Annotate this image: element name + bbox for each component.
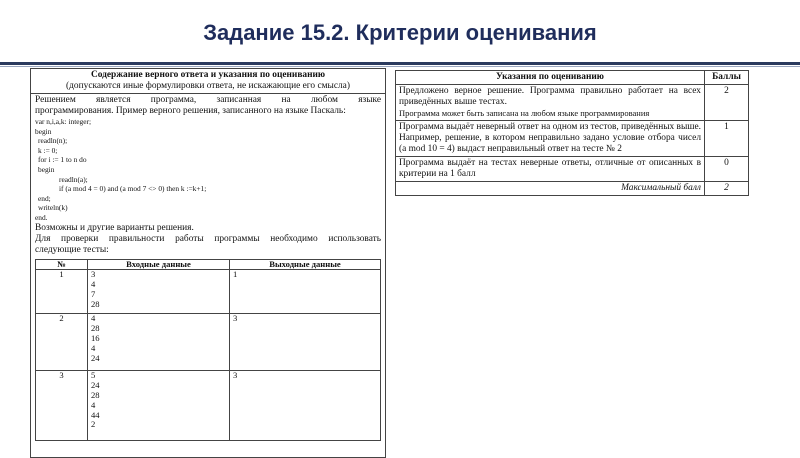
title-divider — [0, 62, 800, 65]
code-line: var n,i,a,k: integer; — [35, 117, 92, 126]
answer-content-box — [30, 68, 386, 458]
criterion-text: Предложено верное решение. Программа правильно работает на всех приведённых выше тестах. — [399, 86, 701, 107]
criterion-score: 0 — [705, 157, 749, 182]
test-number: 1 — [36, 270, 88, 314]
col-header-input: Входные данные — [88, 259, 230, 270]
other-solutions-note: Возможны и другие варианты решения. — [35, 222, 194, 233]
criterion-text: Программа выдаёт на тестах неверные ответы, отличные от описанных в критерии на 1 балл — [396, 157, 705, 182]
code-line: for i := 1 to n do — [38, 155, 87, 165]
code-line: begin — [35, 126, 52, 136]
tests-table — [35, 259, 381, 442]
table-row — [36, 270, 381, 314]
table-row — [396, 121, 749, 157]
tests-intro-2: следующие тесты: — [35, 244, 109, 255]
test-input: 4 28 16 4 24 — [88, 314, 230, 371]
max-score-label: Максимальный балл — [396, 182, 705, 196]
col-header-score: Баллы — [705, 71, 749, 85]
test-input: 3 4 7 28 — [88, 270, 230, 314]
test-input: 5 24 28 4 44 2 — [88, 371, 230, 441]
test-number: 2 — [36, 314, 88, 371]
answer-header-subtitle: (допускаются иные формулировки ответа, не искажающие его смысла) — [66, 81, 350, 91]
code-line: readln(a); — [59, 174, 88, 184]
code-line: readln(n); — [38, 136, 68, 146]
code-line: writeln(k) — [38, 203, 68, 213]
answer-header-title: Содержание верного ответа и указания по оцениванию — [90, 70, 326, 80]
max-score-value: 2 — [705, 182, 749, 196]
criterion-score: 1 — [705, 121, 749, 157]
criterion-note: Программа может быть записана на любом языке программирования — [399, 108, 650, 118]
table-row — [396, 157, 749, 182]
col-header-output: Выходные данные — [230, 259, 381, 270]
slide-title: Задание 15.2. Критерии оценивания — [203, 20, 597, 45]
code-line: k := 0; — [38, 145, 58, 155]
table-row — [36, 314, 381, 371]
code-line: if (a mod 4 = 0) and (a mod 7 <> 0) then k :=k+1; — [59, 184, 207, 194]
scoring-table — [395, 70, 749, 196]
criterion-score: 2 — [705, 85, 749, 121]
intro-line-2: программирования. Пример верного решения, записанного на языке Паскаль: — [35, 106, 346, 116]
pascal-code — [35, 117, 381, 223]
test-output: 3 — [230, 314, 381, 371]
tests-intro-1: Для проверки правильности работы программы необходимо использовать — [35, 233, 381, 244]
max-score-row — [396, 182, 749, 196]
title-divider-thin — [0, 66, 800, 67]
code-line: end. — [35, 212, 48, 222]
test-number: 3 — [36, 371, 88, 441]
test-output: 1 — [230, 270, 381, 314]
col-header-guidelines: Указания по оцениванию — [396, 71, 705, 85]
table-row — [396, 85, 749, 121]
code-line: end; — [38, 193, 51, 203]
table-row — [36, 371, 381, 441]
intro-line-1: Решением является программа, записанная на любом языке — [35, 95, 381, 105]
answer-header — [31, 69, 385, 94]
col-header-number: № — [36, 259, 88, 270]
code-line: begin — [38, 164, 55, 174]
criterion-text: Программа выдаёт неверный ответ на одном из тестов, приведённых выше. Например, решение, в котором неправильно задано условие отбора чисел (a mod 10 = 4) выдаст неправильный ответ на тесте № 2 — [396, 121, 705, 157]
test-output: 3 — [230, 371, 381, 441]
